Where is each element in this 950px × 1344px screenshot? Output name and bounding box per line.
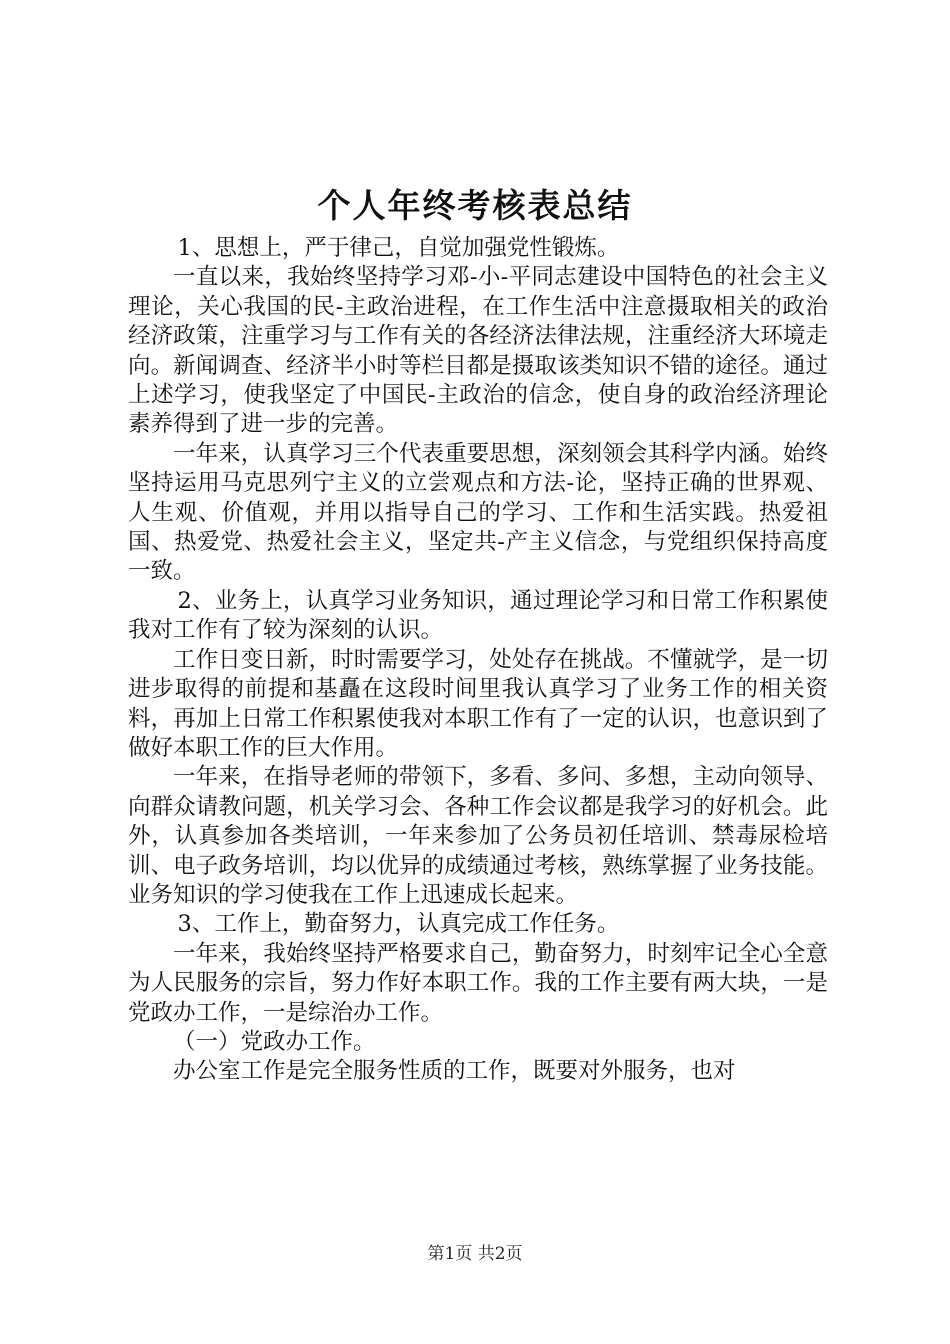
document-body xyxy=(128,234,828,1087)
paragraph: 一年来，在指导老师的带领下，多看、多问、多想，主动向领导、向群众请教问题，机关学习会、各种工作会议都是我学习的好机会。此外，认真参加各类培训，一年来参加了公务员初任培训、禁毒尿检培训、电子政务培训，均以优异的成绩通过考核，熟练掌握了业务技能。业务知识的学习使我在工作上迅速成长起来。 xyxy=(128,764,828,908)
paragraph: 一年来，我始终坚持严格要求自己，勤奋努力，时刻牢记全心全意为人民服务的宗旨，努力作好本职工作。我的工作主要有两大块，一是党政办工作，一是综治办工作。 xyxy=(128,940,828,1026)
section-heading-3: 3、工作上，勤奋努力，认真完成工作任务。 xyxy=(177,911,620,938)
subsection-heading: （一）党政办工作。 xyxy=(173,1028,376,1055)
paragraph: 一年来，认真学习三个代表重要思想，深刻领会其科学内涵。始终坚持运用马克思列宁主义的立尝观点和方法-论，坚持正确的世界观、人生观、价值观，并用以指导自己的学习、工作和生活实践。热爱祖国、热爱党、热爱社会主义，坚定共-产主义信念，与党组织保持高度一致。 xyxy=(128,440,828,585)
paragraph: 一直以来，我始终坚持学习邓-小-平同志建设中国特色的社会主义理论，关心我国的民-主政治进程，在工作生活中注意摄取相关的政治经济政策，注重学习与工作有关的各经济法律法规，注重经济大环境走向。新闻调查、经济半小时等栏目都是摄取该类知识不错的途径。通过上述学习，使我坚定了中国民-主政治的信念，使自身的政治经济理论素养得到了进一步的完善。 xyxy=(128,264,828,438)
section-heading-1: 1、思想上，严于律己，自觉加强党性锻炼。 xyxy=(177,235,620,261)
document-title: 个人年终考核表总结 xyxy=(317,186,633,225)
paragraph: 办公室工作是完全服务性质的工作，既要对外服务，也对 xyxy=(173,1058,736,1085)
section-heading-2: 2、业务上，认真学习业务知识，通过理论学习和日常工作积累使我对工作有了较为深刻的认识。 xyxy=(128,587,828,644)
page-footer: 第1页 共2页 xyxy=(427,1244,523,1264)
paragraph: 工作日变日新，时时需要学习，处处存在挑战。不懂就学，是一切进步取得的前提和基矗在这段时间里我认真学习了业务工作的相关资料，再加上日常工作积累使我对本职工作有了一定的认识，也意识到了做好本职工作的巨大作用。 xyxy=(128,646,828,761)
